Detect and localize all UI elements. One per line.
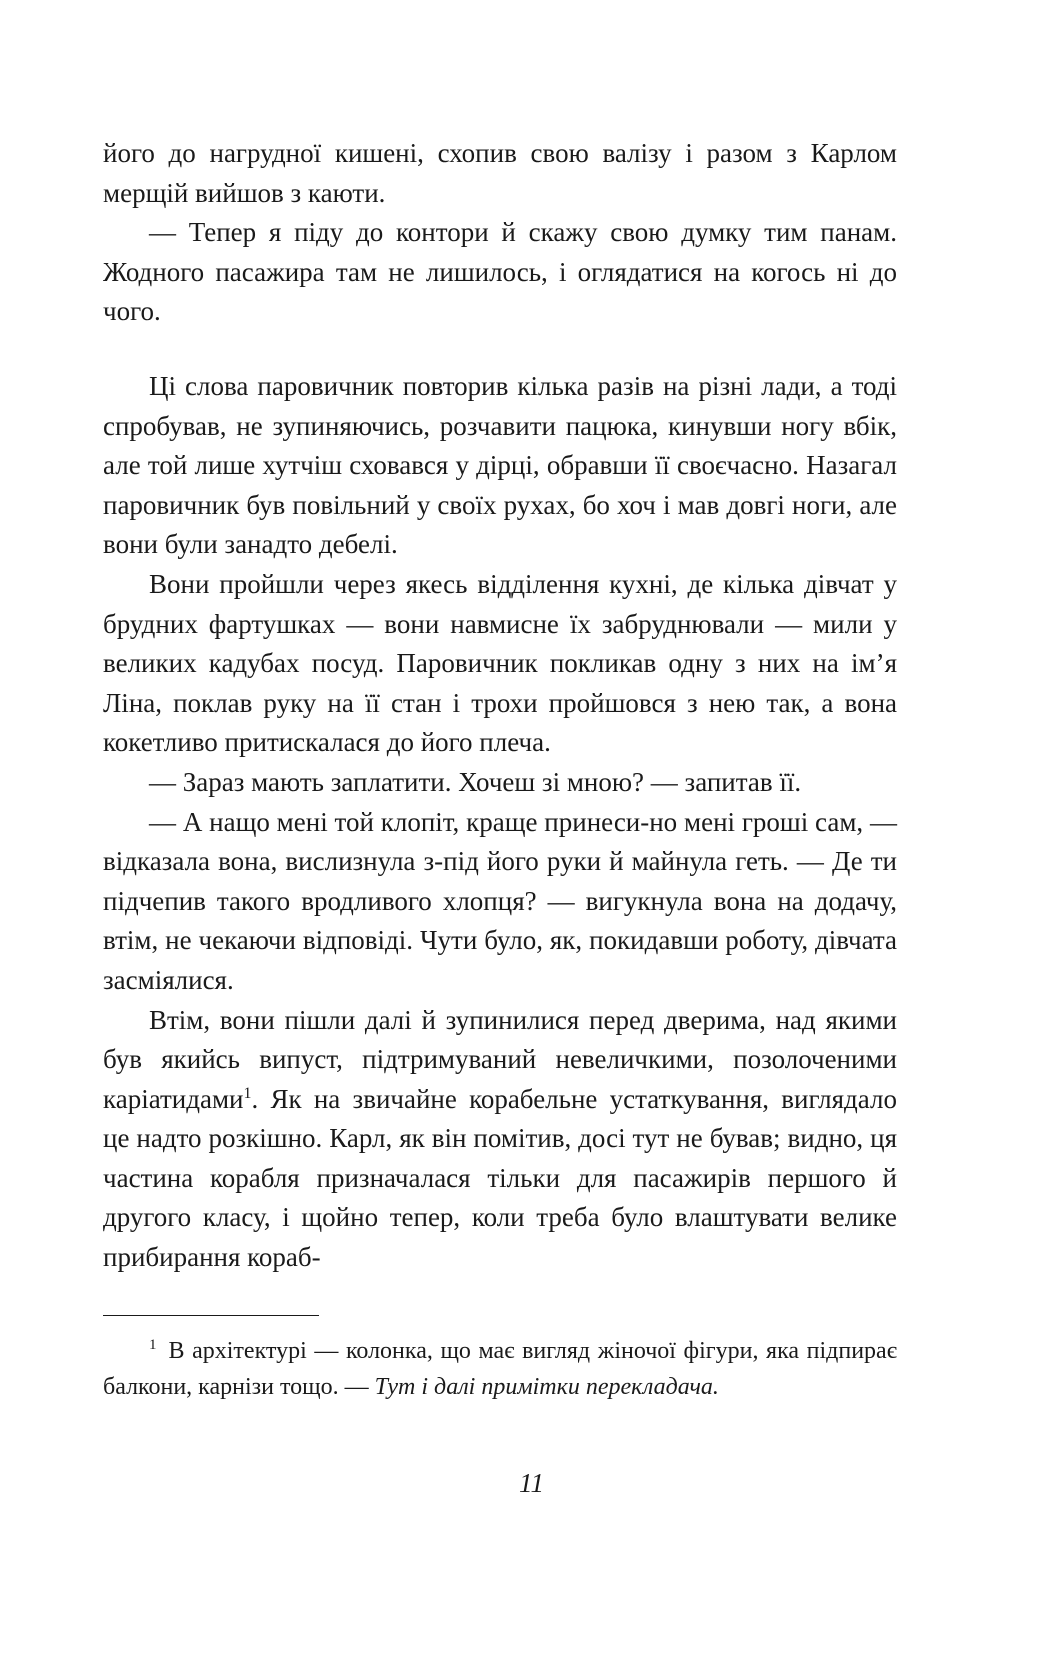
paragraph: його до нагрудної кишені, схопив свою валізу і разом з Карлом мерщій вийшов з каюти.: [103, 138, 897, 208]
paragraph: — Зараз мають заплатити. Хочеш зі мною? — запитав її.: [149, 766, 802, 797]
paragraph: — Тепер я піду до контори й скажу свою думку тим панам. Жодного пасажира там не лишилось, і оглядатися на когось ні до чого.: [103, 217, 897, 327]
footnote-divider: [103, 1315, 319, 1316]
footnote-number: 1: [149, 1337, 157, 1353]
footnote-text: В архітектурі — колонка, що має вигляд жіночої фігури, яка підпирає балкони, карнізи тощо. —: [103, 1338, 897, 1400]
paragraph-text: Втім, вони пішли далі й зупинилися перед дверима, над якими був якийсь випуст, підтримуваний невеличкими, позолоченими каріатидами: [103, 1004, 897, 1114]
text-block-main: [103, 367, 897, 1278]
paragraph-text: . Як на звичайне корабельне устаткування, виглядало це надто розкішно. Карл, як він помітив, досі тут не бував; видно, ця частина корабля призначалася тільки для пасажирів першого й другого класу, і щойно тепер, коли треба було влаштувати велике прибирання кораб-: [103, 1083, 897, 1273]
footnote: [103, 1334, 897, 1405]
paragraph: Вони пройшли через якесь відділення кухні, де кілька дівчат у брудних фартушках — вони навмисне їх забруднювали — мили у великих кадубах посуд. Паровичник покликав одну з них на ім’я Ліна, поклав руку на її стан і трохи пройшовся з нею так, а вона кокетливо притискалася до його плеча.: [103, 568, 897, 758]
footnote-translator-note: Тут і далі примітки перекладача.: [374, 1373, 719, 1400]
paragraph: Ці слова паровичник повторив кілька разів на різні лади, а тоді спробував, не зупиняючись, розчавити пацюка, кинувши ногу вбік, але той лише хутчіш сховався у дірці, обравши її своєчасно. Назагал паровичник був повільний у своїх рухах, бо хоч і мав довгі ноги, але вони були занадто дебелі.: [103, 371, 897, 560]
footnote-reference[interactable]: 1: [243, 1084, 252, 1102]
text-block-top: [103, 134, 897, 332]
paragraph: — А нащо мені той клопіт, краще принеси-но мені гроші сам, — відказала вона, вислизнула з-під його руки й майнула геть. — Де ти підчепив такого вродливого хлопця? — вигукнула вона на додачу, втім, не чекаючи відповіді. Чути було, як, покидавши роботу, дівчата засміялися.: [103, 806, 897, 995]
page-number: 11: [519, 1468, 544, 1498]
paragraph-with-footnote-ref: [103, 1001, 897, 1278]
